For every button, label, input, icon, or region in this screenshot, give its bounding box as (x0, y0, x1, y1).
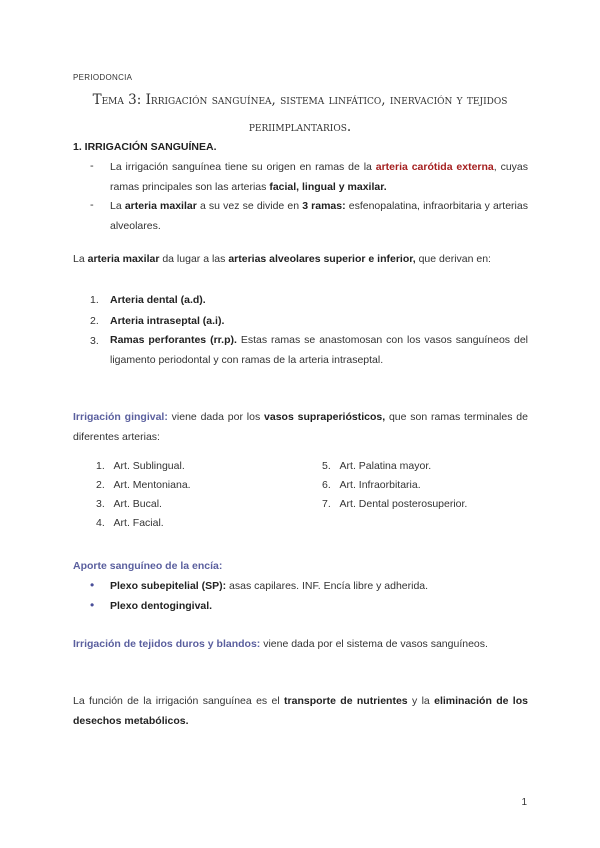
bullet-icon: • (90, 598, 95, 612)
arteries-list-right (322, 457, 467, 514)
dash-marker: - (90, 199, 94, 211)
page-title-line2: periimplantarios. (248, 119, 352, 135)
bold-text: Arteria dental (a.d). (110, 294, 206, 306)
text: Art. Dental posterosuperior. (339, 498, 468, 510)
bullet-icon: • (90, 578, 95, 592)
list-item (96, 457, 191, 476)
list-number: 2. (90, 315, 99, 327)
list-number: 3. (90, 335, 99, 347)
text: viene dada por el sistema de vasos sanguíneos. (260, 638, 488, 650)
text: que derivan en: (415, 253, 491, 265)
text: asas capilares. INF. Encía libre y adherida. (226, 580, 429, 592)
text: Art. Bucal. (113, 498, 162, 510)
list-number: 3. (96, 498, 105, 510)
text: La función de la irrigación sanguínea es el (73, 695, 285, 707)
highlight-carotida: arteria carótida externa (375, 161, 494, 173)
list-item (110, 312, 528, 332)
text: a su vez se divide en (196, 200, 303, 212)
aporte-heading (73, 557, 222, 577)
dash-marker: - (90, 160, 94, 172)
text: esfenopalatina, infraorbitaria y arterias alveolares. (110, 200, 528, 232)
list-item (110, 291, 528, 311)
bold-text: Arteria intraseptal (a.i). (110, 315, 225, 327)
text: , cuyas ramas principales son las arterias (110, 161, 528, 193)
dash-item-2 (110, 197, 528, 236)
text: que son ramas terminales de diferentes arterias: (73, 411, 528, 443)
text: Estas ramas se anastomosan con los vasos sanguíneos del ligamento periodontal y con ramas de la arteria intraseptal. (110, 334, 529, 366)
bold-text: arterias alveolares superior e inferior, (228, 253, 416, 265)
paragraph-funcion (73, 692, 528, 731)
blue-label: Irrigación gingival: (73, 411, 168, 423)
text: Art. Sublingual. (113, 460, 185, 472)
list-number: 1. (90, 294, 99, 306)
list-number: 6. (322, 479, 331, 491)
text: Art. Mentoniana. (113, 479, 191, 491)
list-item (110, 577, 528, 597)
arteries-list-left (96, 457, 191, 533)
text: La irrigación sanguínea tiene su origen en ramas de la (110, 161, 376, 173)
list-number: 1. (96, 460, 105, 472)
section-heading-irrigacion: 1. IRRIGACIÓN SANGUÍNEA. (73, 141, 217, 153)
document-header: PERIODONCIA (73, 73, 133, 82)
list-number: 5. (322, 460, 331, 472)
text: La (73, 253, 88, 265)
list-item (322, 457, 467, 476)
bold-text: vasos supraperiósticos, (264, 411, 386, 423)
text: Art. Facial. (113, 517, 164, 529)
list-item (96, 476, 191, 495)
list-item (96, 514, 191, 533)
page-number: 1 (521, 797, 527, 808)
text: Art. Palatina mayor. (339, 460, 432, 472)
bold-arterias: facial, lingual y maxilar. (269, 180, 387, 193)
blue-label: Irrigación de tejidos duros y blandos: (73, 638, 261, 650)
page-title-line1: Tema 3: Irrigación sanguínea, sistema linfático, inervación y tejidos (92, 92, 508, 108)
bold-arteria-maxilar: arteria maxilar (124, 200, 197, 212)
bold-text: Plexo dentogingival. (110, 600, 213, 612)
list-number: 7. (322, 498, 331, 510)
bold-3-ramas: 3 ramas: (302, 200, 346, 212)
text: La (110, 200, 125, 212)
text: y la (407, 695, 435, 707)
blue-label: Aporte sanguíneo de la encía: (73, 560, 223, 572)
list-item (322, 495, 467, 514)
bold-text: transporte de nutrientes (284, 695, 408, 707)
text: Art. Infraorbitaria. (339, 479, 421, 491)
bold-text: arteria maxilar (87, 253, 160, 265)
list-item (110, 597, 528, 617)
bold-text: Ramas perforantes (rr.p). (110, 334, 237, 346)
paragraph-maxilar (73, 250, 528, 270)
list-item (322, 476, 467, 495)
paragraph-tejidos (73, 635, 528, 655)
dash-item-1 (110, 158, 528, 197)
bold-text: eliminación de los desechos metabólicos. (73, 695, 528, 727)
list-item (110, 331, 528, 370)
text: viene dada por los (167, 411, 265, 423)
list-item (96, 495, 191, 514)
paragraph-gingival (73, 408, 528, 447)
text: da lugar a las (159, 253, 229, 265)
list-number: 2. (96, 479, 105, 491)
list-number: 4. (96, 517, 105, 529)
bold-text: Plexo subepitelial (SP): (110, 580, 227, 592)
